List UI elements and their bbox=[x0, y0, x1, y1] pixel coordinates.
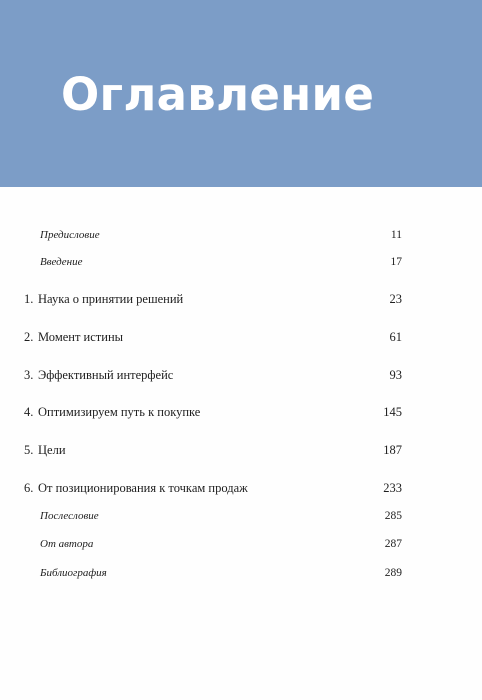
toc-entry bbox=[24, 440, 402, 460]
toc-entry-number: 2. bbox=[24, 330, 34, 344]
toc-entry-title: Цели bbox=[38, 443, 66, 457]
toc-entry-page: 17 bbox=[390, 256, 402, 268]
toc-entry-number: 3. bbox=[24, 368, 34, 382]
toc-entry bbox=[24, 327, 402, 347]
toc-entry-page: 93 bbox=[389, 368, 402, 382]
toc-entry-page: 145 bbox=[383, 405, 402, 419]
toc-entry-page: 233 bbox=[383, 481, 402, 495]
toc-entry-page: 187 bbox=[383, 443, 402, 457]
toc-entry-page: 11 bbox=[390, 229, 402, 241]
toc-entry bbox=[24, 252, 402, 272]
toc-entry bbox=[24, 289, 402, 309]
toc-entry bbox=[24, 225, 402, 245]
toc-entry-title: Введение bbox=[40, 256, 83, 268]
toc-entry-page: 285 bbox=[384, 510, 402, 522]
toc-entry-title: Наука о принятии решений bbox=[38, 292, 184, 306]
toc-entry-page: 61 bbox=[389, 330, 402, 344]
toc-entry bbox=[24, 506, 402, 526]
toc-entry-title: Послесловие bbox=[40, 510, 99, 522]
toc-entry-number: 4. bbox=[24, 405, 34, 419]
toc-entry bbox=[24, 365, 402, 385]
toc-entry-title: Библиография bbox=[40, 567, 107, 579]
toc-entry-title: Предисловие bbox=[40, 229, 100, 241]
toc-entry bbox=[24, 402, 402, 422]
toc-entry-number: 6. bbox=[24, 481, 34, 495]
toc-entry-page: 23 bbox=[389, 292, 402, 306]
toc-entry-title: От позиционирования к точкам продаж bbox=[38, 481, 248, 495]
toc-entry-title: Оптимизируем путь к покупке bbox=[38, 405, 201, 419]
toc-entry-page: 289 bbox=[384, 567, 402, 579]
toc-entry-title: Момент истины bbox=[38, 330, 124, 344]
toc-entry bbox=[24, 534, 402, 554]
toc-entry-number: 5. bbox=[24, 443, 34, 457]
toc-entry-title: Эффективный интерфейс bbox=[38, 368, 174, 382]
toc-entry-title: От автора bbox=[40, 538, 94, 550]
toc-entry-number: 1. bbox=[24, 292, 34, 306]
toc-entry bbox=[24, 563, 402, 583]
page-title: Оглавление bbox=[61, 68, 375, 121]
toc-entry bbox=[24, 478, 402, 498]
toc-entry-page: 287 bbox=[384, 538, 402, 550]
